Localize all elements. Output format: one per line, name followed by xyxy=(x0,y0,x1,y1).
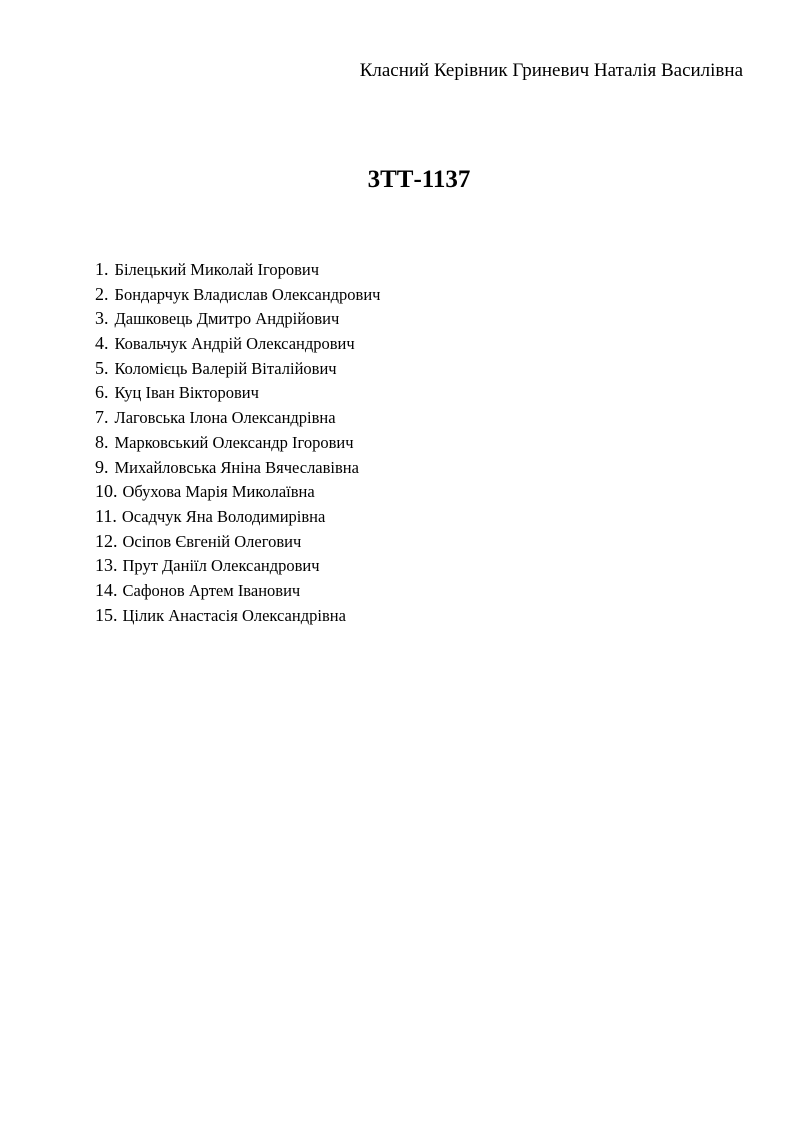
list-item-number: 1. xyxy=(95,259,109,279)
list-item-name: Михайловська Яніна Вячеславівна xyxy=(114,457,359,477)
list-item-number: 14. xyxy=(95,579,118,600)
list-item xyxy=(95,479,380,504)
list-item xyxy=(95,380,380,405)
list-item-number: 5. xyxy=(95,357,109,378)
list-item-name: Осадчук Яна Володимирівна xyxy=(121,506,326,526)
list-item-name: Білецький Миколай Ігорович xyxy=(114,260,320,279)
list-item xyxy=(95,553,380,578)
list-item xyxy=(95,306,380,331)
list-item-name: Обухова Марія Миколаївна xyxy=(122,482,315,502)
list-item-number: 4. xyxy=(95,333,109,354)
class-teacher-line: Класний Керівник Гриневич Наталія Василівна xyxy=(359,60,743,81)
list-item-name: Марковський Олександр Ігорович xyxy=(114,432,354,452)
student-list xyxy=(95,257,380,627)
list-item xyxy=(95,504,380,529)
list-item xyxy=(95,405,380,430)
list-item-number: 7. xyxy=(95,407,109,428)
list-item-number: 3. xyxy=(95,308,109,329)
list-item-name: Ковальчук Андрій Олександрович xyxy=(114,334,355,354)
group-title: 3ТТ-1137 xyxy=(367,166,471,193)
list-item xyxy=(95,578,380,603)
list-item xyxy=(95,603,380,628)
list-item-name: Осіпов Євгеній Олегович xyxy=(122,531,302,551)
list-item-number: 2. xyxy=(95,283,109,304)
list-item xyxy=(95,356,380,381)
list-item-number: 11. xyxy=(95,505,117,526)
list-item-name: Коломієць Валерій Віталійович xyxy=(114,358,337,378)
list-item-name: Прут Даніїл Олександрович xyxy=(122,556,320,576)
list-item-number: 6. xyxy=(95,382,109,403)
list-item-number: 8. xyxy=(95,431,109,452)
list-item-name: Сафонов Артем Іванович xyxy=(122,580,301,600)
list-item-name: Цілик Анастасія Олександрівна xyxy=(122,605,346,625)
list-item-name: Лаговська Ілона Олександрівна xyxy=(114,408,336,428)
list-item xyxy=(95,257,380,282)
list-item xyxy=(95,282,380,307)
list-item-name: Куц Іван Вікторович xyxy=(114,383,259,403)
list-item-number: 13. xyxy=(95,555,118,576)
list-item-number: 9. xyxy=(95,456,109,477)
list-item-number: 15. xyxy=(95,604,118,625)
list-item-number: 12. xyxy=(95,530,118,551)
list-item xyxy=(95,430,380,455)
list-item xyxy=(95,529,380,554)
list-item xyxy=(95,331,380,356)
list-item-name: Дашковець Дмитро Андрійович xyxy=(114,309,340,329)
list-item xyxy=(95,455,380,480)
list-item-number: 10. xyxy=(95,481,118,502)
list-item-name: Бондарчук Владислав Олександрович xyxy=(114,284,381,304)
